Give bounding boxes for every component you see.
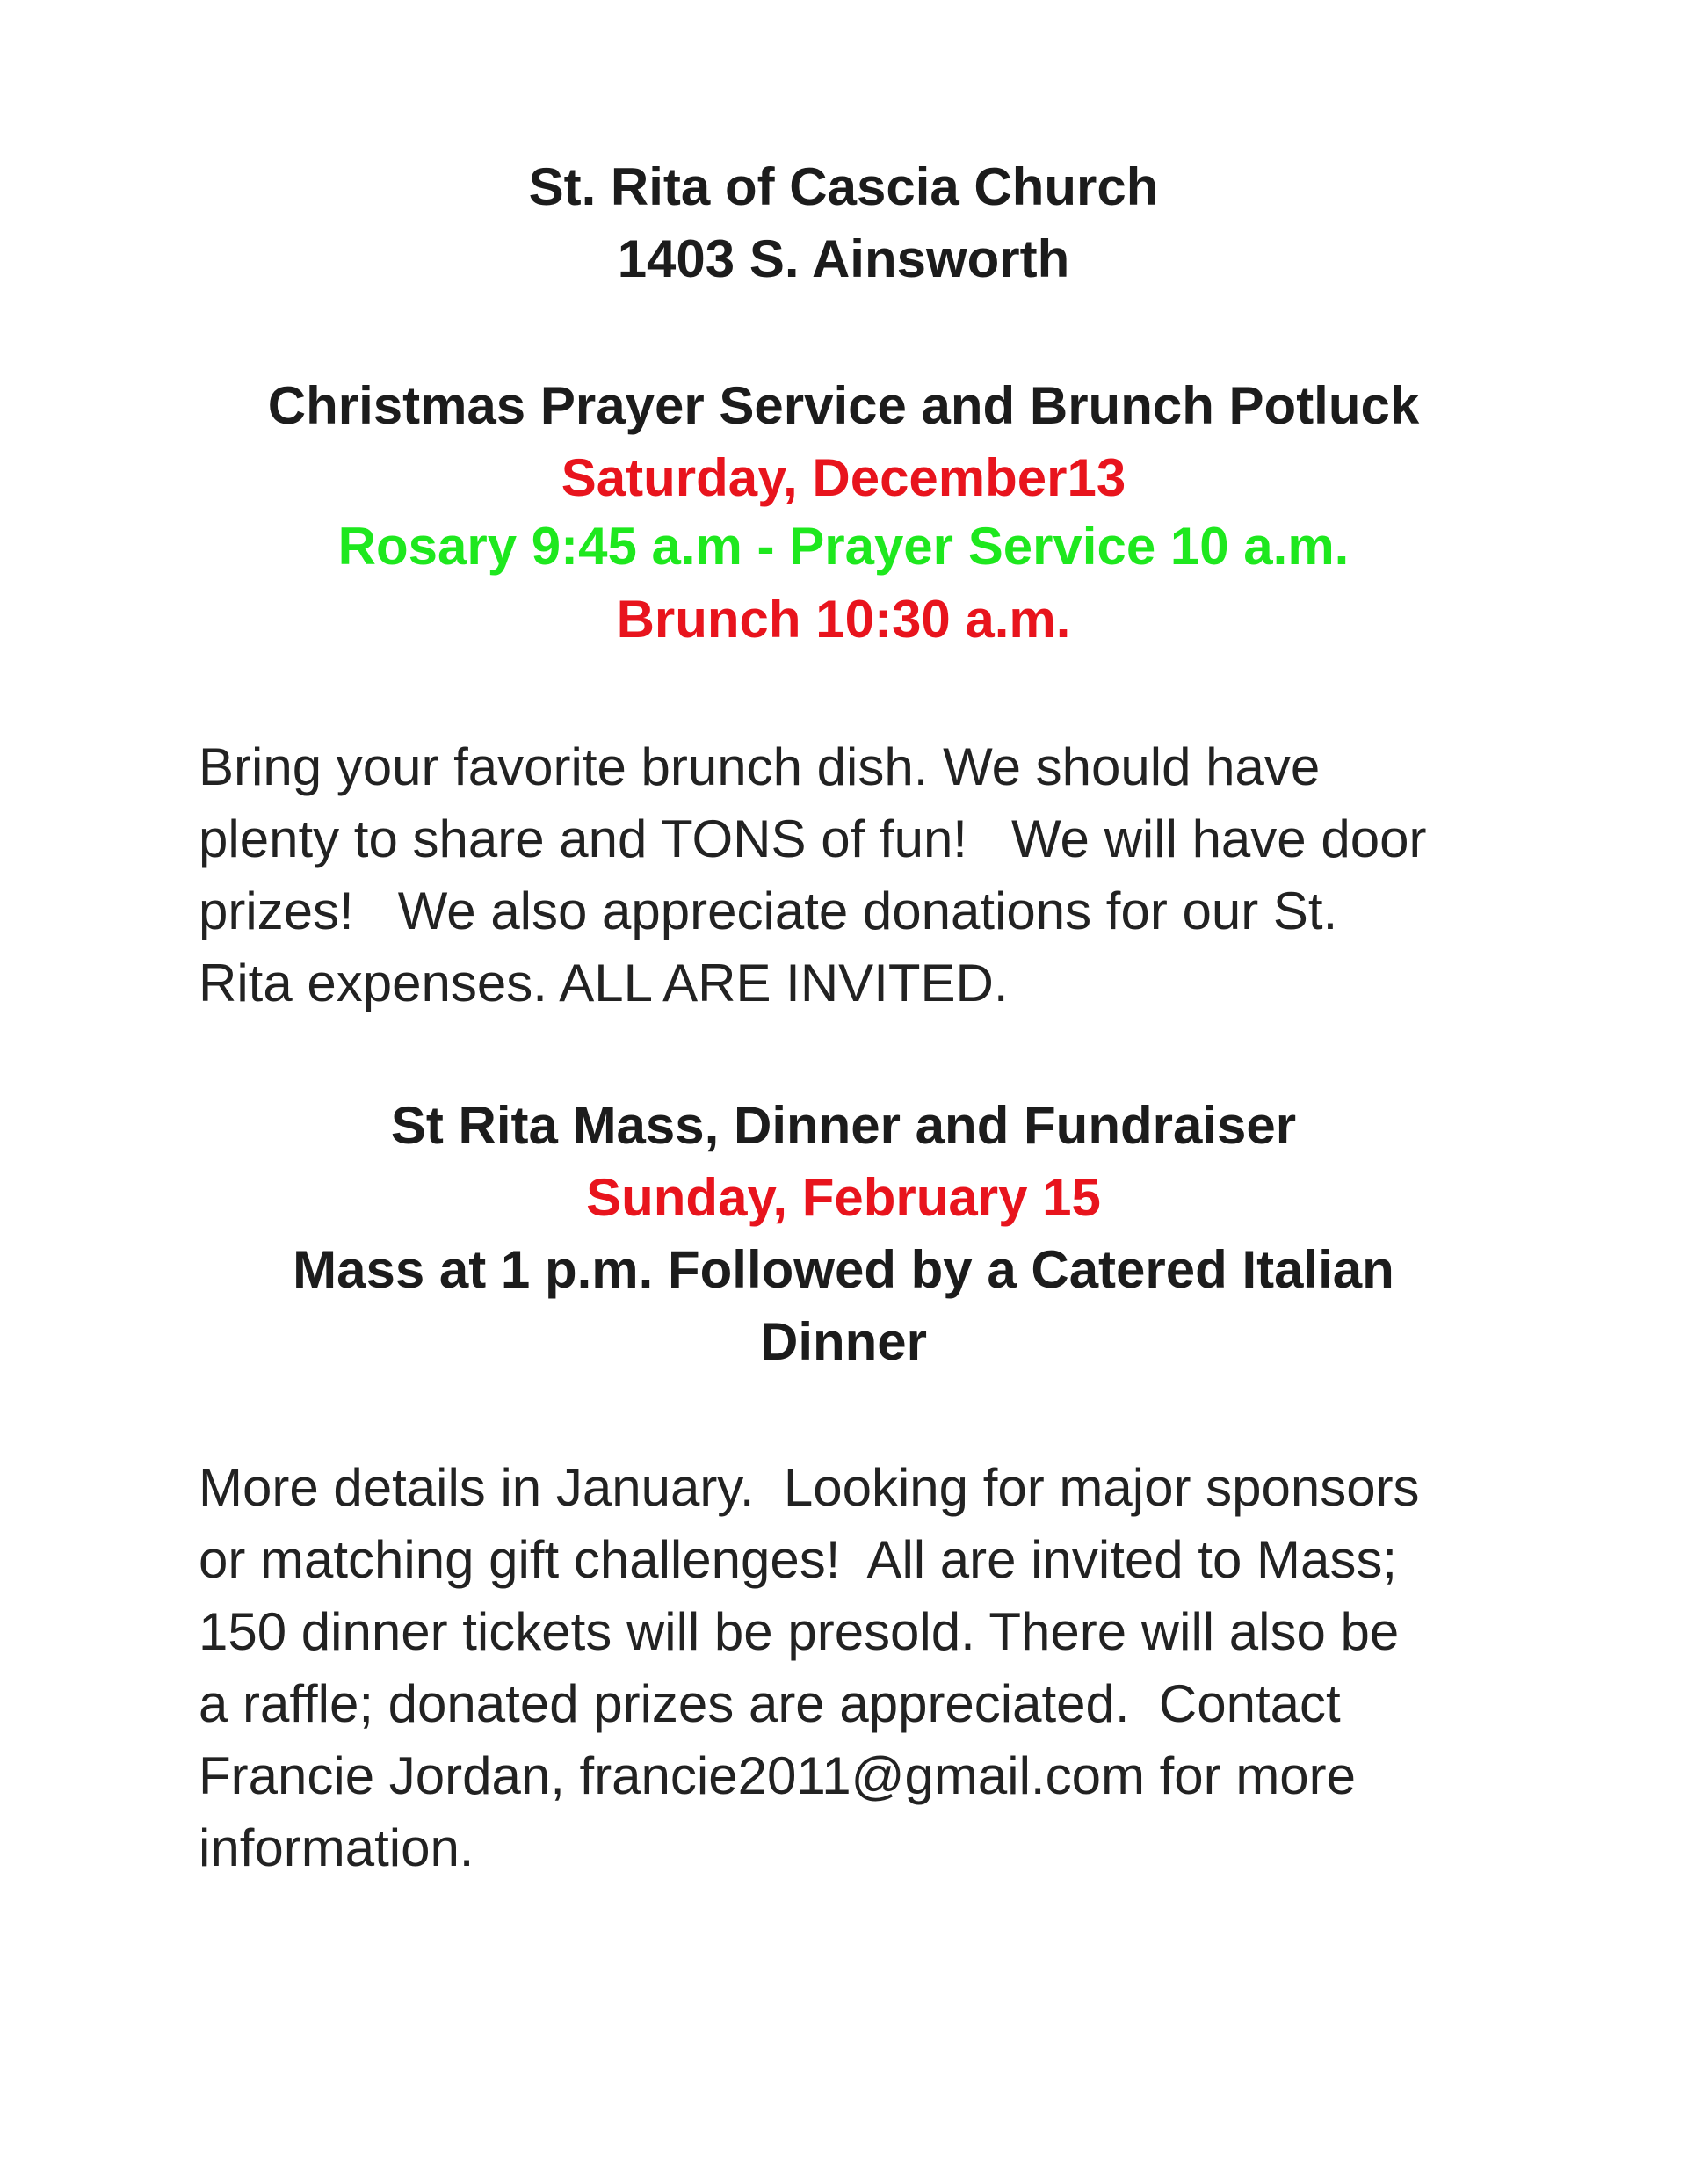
event2-description: More details in January. Looking for major sponsors or matching gift challenges! All are invited to Mass; 150 dinner tickets will be presold. There will also be a raffle; donated prizes are appreciated. Contact Francie Jordan, francie2011@gmail.com for more information. (199, 1458, 1420, 1877)
event1-heading (97, 367, 1590, 657)
event2-details: Mass at 1 p.m. Followed by a Catered Italian Dinner (293, 1240, 1394, 1371)
event1-description: Bring your favorite brunch dish. We should have plenty to share and TONS of fun! We will have door prizes! We also appreciate donations for our St. Rita expenses. ALL ARE INVITED. (199, 737, 1427, 1012)
spacer (0, 1019, 1687, 1090)
spacer (0, 1378, 1687, 1452)
event1-schedule: Rosary 9:45 a.m - Prayer Service 10 a.m. (337, 517, 1350, 576)
church-name: St. Rita of Cascia Church (528, 157, 1159, 216)
event1-date: Saturday, December13 (561, 448, 1126, 507)
spacer (0, 295, 1687, 367)
church-address: 1403 S. Ainsworth (617, 229, 1070, 288)
event2-date: Sunday, February 15 (586, 1168, 1101, 1227)
event2-title: St Rita Mass, Dinner and Fundraiser (390, 1096, 1297, 1155)
header (97, 151, 1590, 295)
spacer (0, 657, 1687, 731)
event2-heading (97, 1090, 1590, 1378)
event1-title: Christmas Prayer Service and Brunch Potluck (267, 376, 1420, 435)
event1-brunch-time: Brunch 10:30 a.m. (616, 590, 1071, 649)
